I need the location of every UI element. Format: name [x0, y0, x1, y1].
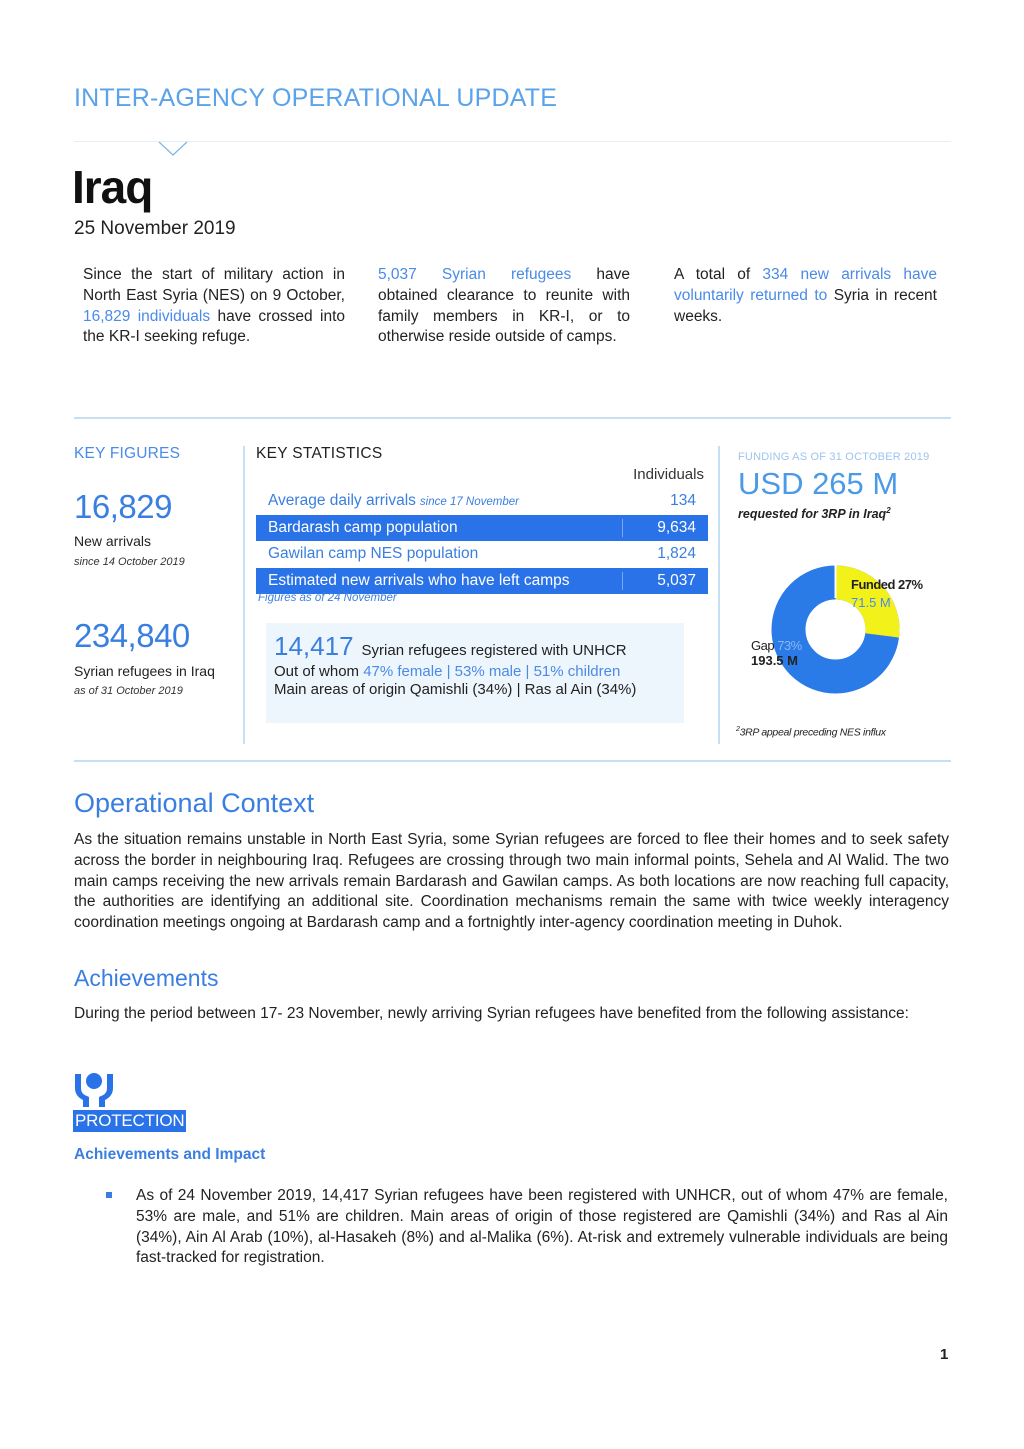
- document-type-title: INTER-AGENCY OPERATIONAL UPDATE: [74, 84, 558, 112]
- key-statistics-title: KEY STATISTICS: [256, 445, 383, 462]
- intro-text: have obtained clearance to reunite with family members in KR-I, or to otherwise reside outside of camps.: [378, 266, 631, 346]
- key-figure-value: 16,829: [74, 488, 172, 525]
- column-divider: [718, 446, 720, 744]
- funding-label: FUNDING AS OF 31 OCTOBER 2019: [738, 451, 930, 463]
- column-divider: [243, 446, 245, 744]
- operational-context-body: As the situation remains unstable in North East Syria, some Syrian refugees are forced to flee their homes and to seek safety across the border in neighbouring Iraq. Refugees are crossing through two main informal points, Sehela and Al Walid. The two main camps receiving the new arrivals remain Bardarash and Gawilan camps. As both locations are now reaching full capacity, the authorities are identifying an additional site. Coordination mechanisms remain the same with twice weekly interagency coordination meetings ongoing at Bardarash camp and a fortnightly inter-agency coordination meeting in Duhok.: [74, 831, 949, 932]
- intro-text: A total of: [674, 266, 763, 283]
- intro-highlight: 5,037 Syrian refugees: [378, 266, 572, 283]
- row-value: 5,037: [622, 572, 708, 590]
- section-divider: [74, 417, 951, 419]
- key-statistics-table: [256, 488, 708, 594]
- table-row: [256, 488, 708, 515]
- demographics-line: [274, 663, 676, 680]
- achievements-impact-subtitle: Achievements and Impact: [74, 1146, 266, 1163]
- gap-percent: 73%: [777, 638, 802, 653]
- intro-text: Since the start of military action in North East Syria (NES) on 9 October,: [83, 266, 345, 304]
- intro-column-1: [83, 265, 345, 348]
- key-figure-label: Syrian refugees in Iraq: [74, 663, 215, 679]
- gap-label-text: Gap: [751, 638, 778, 653]
- unhcr-registration-box: [266, 623, 684, 723]
- row-value: 9,634: [622, 519, 708, 537]
- country-title: Iraq: [72, 161, 153, 213]
- intro-text: have crossed into the KR-I seeking refuge.: [83, 307, 346, 346]
- key-figure-label: New arrivals: [74, 533, 152, 549]
- protection-hands-icon: [73, 1070, 115, 1108]
- intro-highlight: 334 new arrivals have voluntarily returned to: [674, 266, 937, 304]
- intro-column-3: [674, 265, 937, 327]
- row-label: Estimated new arrivals who have left camps: [268, 571, 570, 589]
- header-divider: [74, 141, 951, 142]
- funding-footnote: [736, 726, 886, 739]
- section-divider: [74, 760, 951, 762]
- gap-amount: 193.5 M: [751, 653, 798, 668]
- key-figure-value: 234,840: [74, 617, 190, 654]
- row-value: 134: [670, 492, 696, 510]
- funding-requested: [738, 506, 891, 521]
- page-number: 1: [940, 1346, 949, 1363]
- funded-amount: 71.5 M: [851, 595, 891, 610]
- figures-footnote: Figures as of 24 November: [258, 592, 397, 604]
- footnote-marker: 2: [736, 726, 740, 733]
- demographics-values: 47% female | 53% male | 51% children: [363, 663, 621, 680]
- row-label: Gawilan camp NES population: [268, 545, 479, 563]
- report-date: 25 November 2019: [74, 218, 236, 239]
- gap-label: [751, 638, 802, 653]
- demographics-prefix: Out of whom: [274, 663, 364, 680]
- achievements-heading: Achievements: [74, 965, 219, 991]
- protection-sector-label: PROTECTION: [75, 1111, 185, 1130]
- row-label: Bardarash camp population: [268, 518, 458, 536]
- row-label-text: Average daily arrivals: [268, 492, 416, 510]
- key-figures-title: KEY FIGURES: [74, 445, 181, 462]
- intro-highlight: 16,829 individuals: [83, 307, 211, 325]
- intro-text: Syria in recent weeks.: [674, 286, 937, 325]
- registered-label: Syrian refugees registered with UNHCR: [361, 642, 627, 659]
- chevron-down-icon: [158, 141, 188, 157]
- funding-amount: USD 265 M: [738, 466, 899, 501]
- bullet-icon: [106, 1192, 112, 1198]
- table-row: [256, 515, 708, 542]
- registered-count: 14,417: [274, 631, 354, 661]
- table-row: [256, 541, 708, 568]
- list-item: As of 24 November 2019, 14,417 Syrian refugees have been registered with UNHCR, out of whom 47% are female, 53% are male, and 51% are children. Main areas of origin of those registered are Qamishli (34%) and Ras al Ain (34%), Ain Al Arab (10%), al-Hasakeh (8%) and al-Malika (6%). At-risk and extremely vulnerable individuals are being fast-tracked for registration.: [136, 1187, 948, 1267]
- column-header-individuals: Individuals: [633, 466, 704, 483]
- funding-requested-text: requested for 3RP in Iraq: [738, 507, 887, 522]
- table-row: [256, 568, 708, 595]
- row-label: [256, 492, 622, 510]
- funded-label: Funded 27%: [851, 577, 923, 592]
- operational-context-heading: Operational Context: [74, 788, 315, 818]
- row-note: since 17 November: [419, 496, 519, 509]
- key-figure-sub: since 14 October 2019: [74, 556, 185, 568]
- funding-footnote-text: 3RP appeal preceding NES influx: [739, 726, 886, 739]
- intro-column-2: [378, 265, 630, 348]
- row-value: 1,824: [657, 545, 696, 563]
- achievements-intro: During the period between 17- 23 November, newly arriving Syrian refugees have benefited from the following assistance:: [74, 1005, 909, 1022]
- footnote-marker: 2: [886, 506, 891, 515]
- origin-line: Main areas of origin Qamishli (34%) | Ras al Ain (34%): [274, 681, 637, 698]
- key-figure-sub: as of 31 October 2019: [74, 685, 183, 697]
